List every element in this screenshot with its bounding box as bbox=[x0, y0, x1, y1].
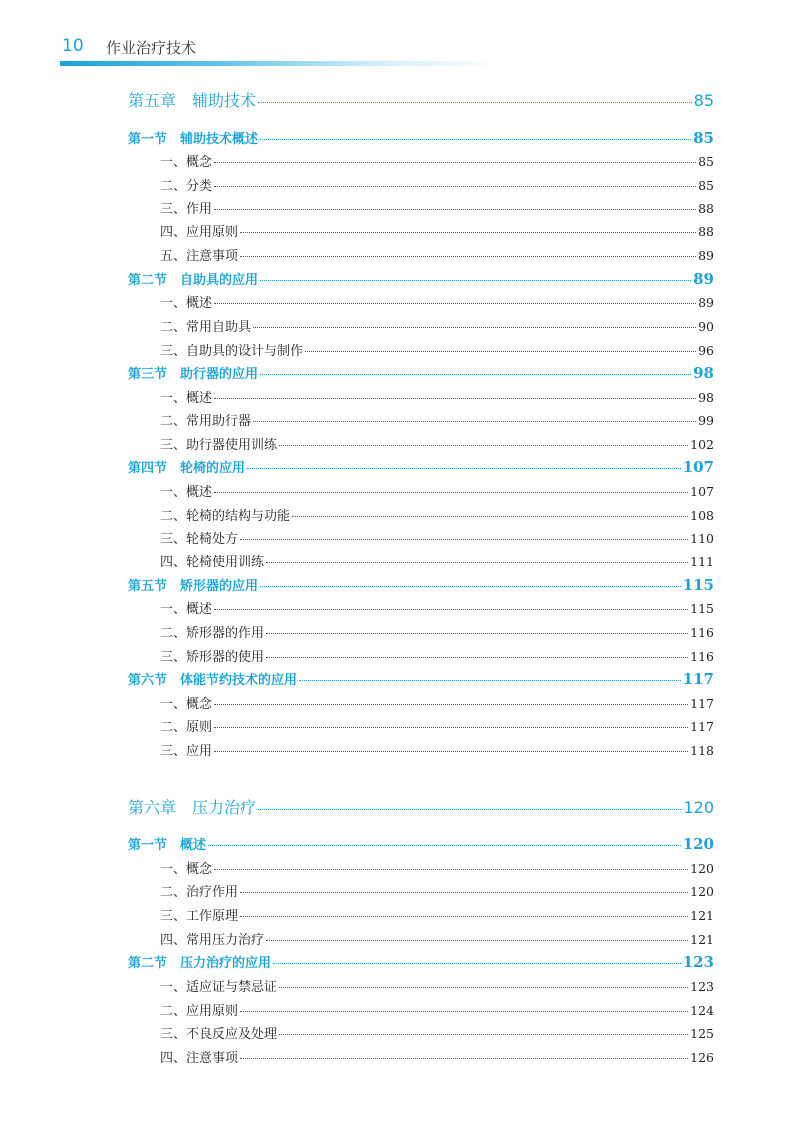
toc-section-row[interactable] bbox=[128, 834, 714, 853]
toc-page-number: 118 bbox=[690, 743, 714, 758]
dot-leader bbox=[214, 491, 688, 493]
toc-page-number: 89 bbox=[693, 270, 714, 288]
dot-leader bbox=[299, 679, 681, 681]
toc-page-number: 85 bbox=[698, 178, 714, 193]
toc-page-number: 88 bbox=[698, 224, 714, 239]
dot-leader bbox=[214, 703, 688, 705]
toc-page-number: 89 bbox=[698, 295, 714, 310]
toc-page-number: 125 bbox=[690, 1026, 714, 1041]
toc-section-row[interactable] bbox=[128, 269, 714, 288]
dot-leader bbox=[240, 915, 688, 917]
toc-section-row[interactable] bbox=[128, 128, 714, 147]
toc-item-row[interactable] bbox=[128, 245, 714, 264]
toc-item-row[interactable] bbox=[128, 434, 714, 453]
page-number: 10 bbox=[62, 36, 84, 56]
toc-item-row[interactable] bbox=[128, 622, 714, 641]
dot-leader bbox=[266, 656, 688, 658]
toc-item-title: 一、概述 bbox=[160, 485, 213, 500]
toc-page-number: 123 bbox=[682, 953, 714, 971]
toc-item-title: 一、概述 bbox=[160, 296, 213, 311]
toc-section-title: 第五节 矫形器的应用 bbox=[128, 579, 259, 594]
toc-item-title: 三、应用 bbox=[160, 744, 213, 759]
dot-leader bbox=[258, 808, 681, 810]
toc-item-row[interactable] bbox=[128, 198, 714, 217]
dot-leader bbox=[214, 726, 688, 728]
toc-page-number: 89 bbox=[698, 248, 714, 263]
toc-section-title: 第四节 轮椅的应用 bbox=[128, 461, 246, 476]
toc-chapter-title: 第六章 压力治疗 bbox=[128, 798, 257, 817]
toc-item-title: 二、原则 bbox=[160, 720, 213, 735]
toc-section-row[interactable] bbox=[128, 669, 714, 688]
toc-item-title: 三、不良反应及处理 bbox=[160, 1027, 278, 1042]
dot-leader bbox=[279, 986, 688, 988]
dot-leader bbox=[279, 1033, 688, 1035]
dot-leader bbox=[214, 185, 696, 187]
toc-section-title: 第二节 压力治疗的应用 bbox=[128, 956, 272, 971]
toc-page-number: 121 bbox=[690, 908, 714, 923]
toc-page-number: 88 bbox=[698, 201, 714, 216]
toc-item-title: 四、注意事项 bbox=[160, 1051, 239, 1066]
toc-item-title: 一、概念 bbox=[160, 155, 213, 170]
toc-page-number: 102 bbox=[690, 437, 714, 452]
toc-item-row[interactable] bbox=[128, 1023, 714, 1042]
toc-item-row[interactable] bbox=[128, 716, 714, 735]
toc-item-row[interactable] bbox=[128, 976, 714, 995]
toc-item-row[interactable] bbox=[128, 410, 714, 429]
toc-item-row[interactable] bbox=[128, 693, 714, 712]
toc-item-title: 五、注意事项 bbox=[160, 249, 239, 264]
header-accent-bar bbox=[60, 61, 500, 66]
toc-page-number: 99 bbox=[698, 413, 714, 428]
dot-leader bbox=[214, 608, 688, 610]
dot-leader bbox=[266, 939, 688, 941]
dot-leader bbox=[240, 1057, 688, 1059]
toc-item-row[interactable] bbox=[128, 905, 714, 924]
dot-leader bbox=[292, 515, 688, 517]
dot-leader bbox=[214, 302, 696, 304]
toc-section-title: 第一节 概述 bbox=[128, 838, 207, 853]
dot-leader bbox=[273, 962, 681, 964]
book-title: 作业治疗技术 bbox=[106, 39, 197, 57]
toc-page-number: 117 bbox=[690, 719, 714, 734]
toc-page-number: 85 bbox=[693, 91, 714, 110]
toc-item-row[interactable] bbox=[128, 221, 714, 240]
toc-page-number: 111 bbox=[690, 554, 714, 569]
dot-leader bbox=[253, 326, 696, 328]
toc-item-title: 一、概念 bbox=[160, 862, 213, 877]
toc-item-row[interactable] bbox=[128, 740, 714, 759]
dot-leader bbox=[240, 538, 688, 540]
dot-leader bbox=[247, 467, 681, 469]
toc-page-number: 120 bbox=[690, 861, 714, 876]
dot-leader bbox=[260, 279, 691, 281]
toc-page-number: 121 bbox=[690, 932, 714, 947]
toc-section-title: 第二节 自助具的应用 bbox=[128, 273, 259, 288]
toc-page-number: 107 bbox=[682, 458, 714, 476]
dot-leader bbox=[240, 255, 696, 257]
toc-page-number: 96 bbox=[698, 343, 714, 358]
toc-page-number: 124 bbox=[690, 1003, 714, 1018]
toc-item-title: 四、应用原则 bbox=[160, 225, 239, 240]
toc-item-row[interactable] bbox=[128, 505, 714, 524]
toc-item-row[interactable] bbox=[128, 387, 714, 406]
toc-section-row[interactable] bbox=[128, 575, 714, 594]
toc-item-title: 二、应用原则 bbox=[160, 1004, 239, 1019]
toc-item-title: 三、轮椅处方 bbox=[160, 532, 239, 547]
toc-item-row[interactable] bbox=[128, 1047, 714, 1066]
toc-page-number: 85 bbox=[693, 129, 714, 147]
toc-page-number: 115 bbox=[690, 601, 714, 616]
toc-item-row[interactable] bbox=[128, 598, 714, 617]
toc-item-row[interactable] bbox=[128, 292, 714, 311]
dot-leader bbox=[258, 101, 692, 103]
toc-page-number: 107 bbox=[690, 484, 714, 499]
dot-leader bbox=[240, 1010, 688, 1012]
toc-item-row[interactable] bbox=[128, 528, 714, 547]
toc-page-number: 117 bbox=[690, 696, 714, 711]
toc-item-title: 二、常用自助具 bbox=[160, 320, 252, 335]
toc-item-title: 三、工作原理 bbox=[160, 909, 239, 924]
dot-leader bbox=[208, 844, 681, 846]
dot-leader bbox=[266, 632, 688, 634]
toc-page-number: 116 bbox=[690, 625, 714, 640]
dot-leader bbox=[260, 373, 691, 375]
toc-chapter-row[interactable] bbox=[128, 88, 714, 111]
toc-item-row[interactable] bbox=[128, 646, 714, 665]
toc-item-title: 二、轮椅的结构与功能 bbox=[160, 509, 291, 524]
toc-page-number: 123 bbox=[690, 979, 714, 994]
toc-item-title: 三、助行器使用训练 bbox=[160, 438, 278, 453]
dot-leader bbox=[260, 585, 681, 587]
toc-page-number: 120 bbox=[690, 884, 714, 899]
dot-leader bbox=[266, 561, 688, 563]
toc-page-number: 90 bbox=[698, 319, 714, 334]
toc-item-row[interactable] bbox=[128, 340, 714, 359]
toc-item-title: 三、矫形器的使用 bbox=[160, 650, 265, 665]
toc-page-number: 115 bbox=[682, 576, 714, 594]
toc-item-row[interactable] bbox=[128, 551, 714, 570]
toc-page-number: 85 bbox=[698, 154, 714, 169]
dot-leader bbox=[260, 138, 691, 140]
toc-page-number: 110 bbox=[690, 531, 714, 546]
dot-leader bbox=[214, 208, 696, 210]
toc-section-row[interactable] bbox=[128, 952, 714, 971]
toc-chapter-title: 第五章 辅助技术 bbox=[128, 91, 257, 110]
toc-item-row[interactable] bbox=[128, 151, 714, 170]
toc-chapter-row[interactable] bbox=[128, 795, 714, 818]
dot-leader bbox=[240, 891, 688, 893]
dot-leader bbox=[214, 750, 688, 752]
dot-leader bbox=[214, 868, 688, 870]
dot-leader bbox=[305, 350, 696, 352]
toc-section-row[interactable] bbox=[128, 363, 714, 382]
toc-item-title: 一、适应证与禁忌证 bbox=[160, 980, 278, 995]
page-header bbox=[0, 0, 800, 70]
toc-item-title: 二、治疗作用 bbox=[160, 885, 239, 900]
toc-item-row[interactable] bbox=[128, 929, 714, 948]
toc-item-row[interactable] bbox=[128, 881, 714, 900]
toc-item-row[interactable] bbox=[128, 858, 714, 877]
toc-item-title: 二、矫形器的作用 bbox=[160, 626, 265, 641]
toc-section-title: 第六节 体能节约技术的应用 bbox=[128, 673, 298, 688]
toc-page-number: 98 bbox=[698, 390, 714, 405]
dot-leader bbox=[214, 161, 696, 163]
toc-page-number: 98 bbox=[693, 364, 714, 382]
toc-item-row[interactable] bbox=[128, 1000, 714, 1019]
toc-item-title: 一、概念 bbox=[160, 697, 213, 712]
toc-page-number: 120 bbox=[683, 798, 714, 817]
toc-page-number: 120 bbox=[682, 835, 714, 853]
toc-item-title: 二、常用助行器 bbox=[160, 414, 252, 429]
toc-section-row[interactable] bbox=[128, 457, 714, 476]
toc-item-title: 三、作用 bbox=[160, 202, 213, 217]
toc-item-title: 二、分类 bbox=[160, 179, 213, 194]
toc-item-row[interactable] bbox=[128, 175, 714, 194]
toc-item-title: 四、轮椅使用训练 bbox=[160, 555, 265, 570]
toc-section-title: 第三节 助行器的应用 bbox=[128, 367, 259, 382]
dot-leader bbox=[214, 397, 696, 399]
toc-item-title: 三、自助具的设计与制作 bbox=[160, 344, 304, 359]
toc-item-title: 四、常用压力治疗 bbox=[160, 933, 265, 948]
dot-leader bbox=[253, 420, 696, 422]
toc-section-title: 第一节 辅助技术概述 bbox=[128, 132, 259, 147]
toc-item-title: 一、概述 bbox=[160, 391, 213, 406]
toc-page-number: 108 bbox=[690, 508, 714, 523]
toc-page-number: 116 bbox=[690, 649, 714, 664]
toc-page-number: 126 bbox=[690, 1050, 714, 1065]
dot-leader bbox=[240, 231, 696, 233]
toc-item-row[interactable] bbox=[128, 316, 714, 335]
toc-item-title: 一、概述 bbox=[160, 602, 213, 617]
toc-item-row[interactable] bbox=[128, 481, 714, 500]
toc-page-number: 117 bbox=[682, 670, 714, 688]
dot-leader bbox=[279, 444, 688, 446]
